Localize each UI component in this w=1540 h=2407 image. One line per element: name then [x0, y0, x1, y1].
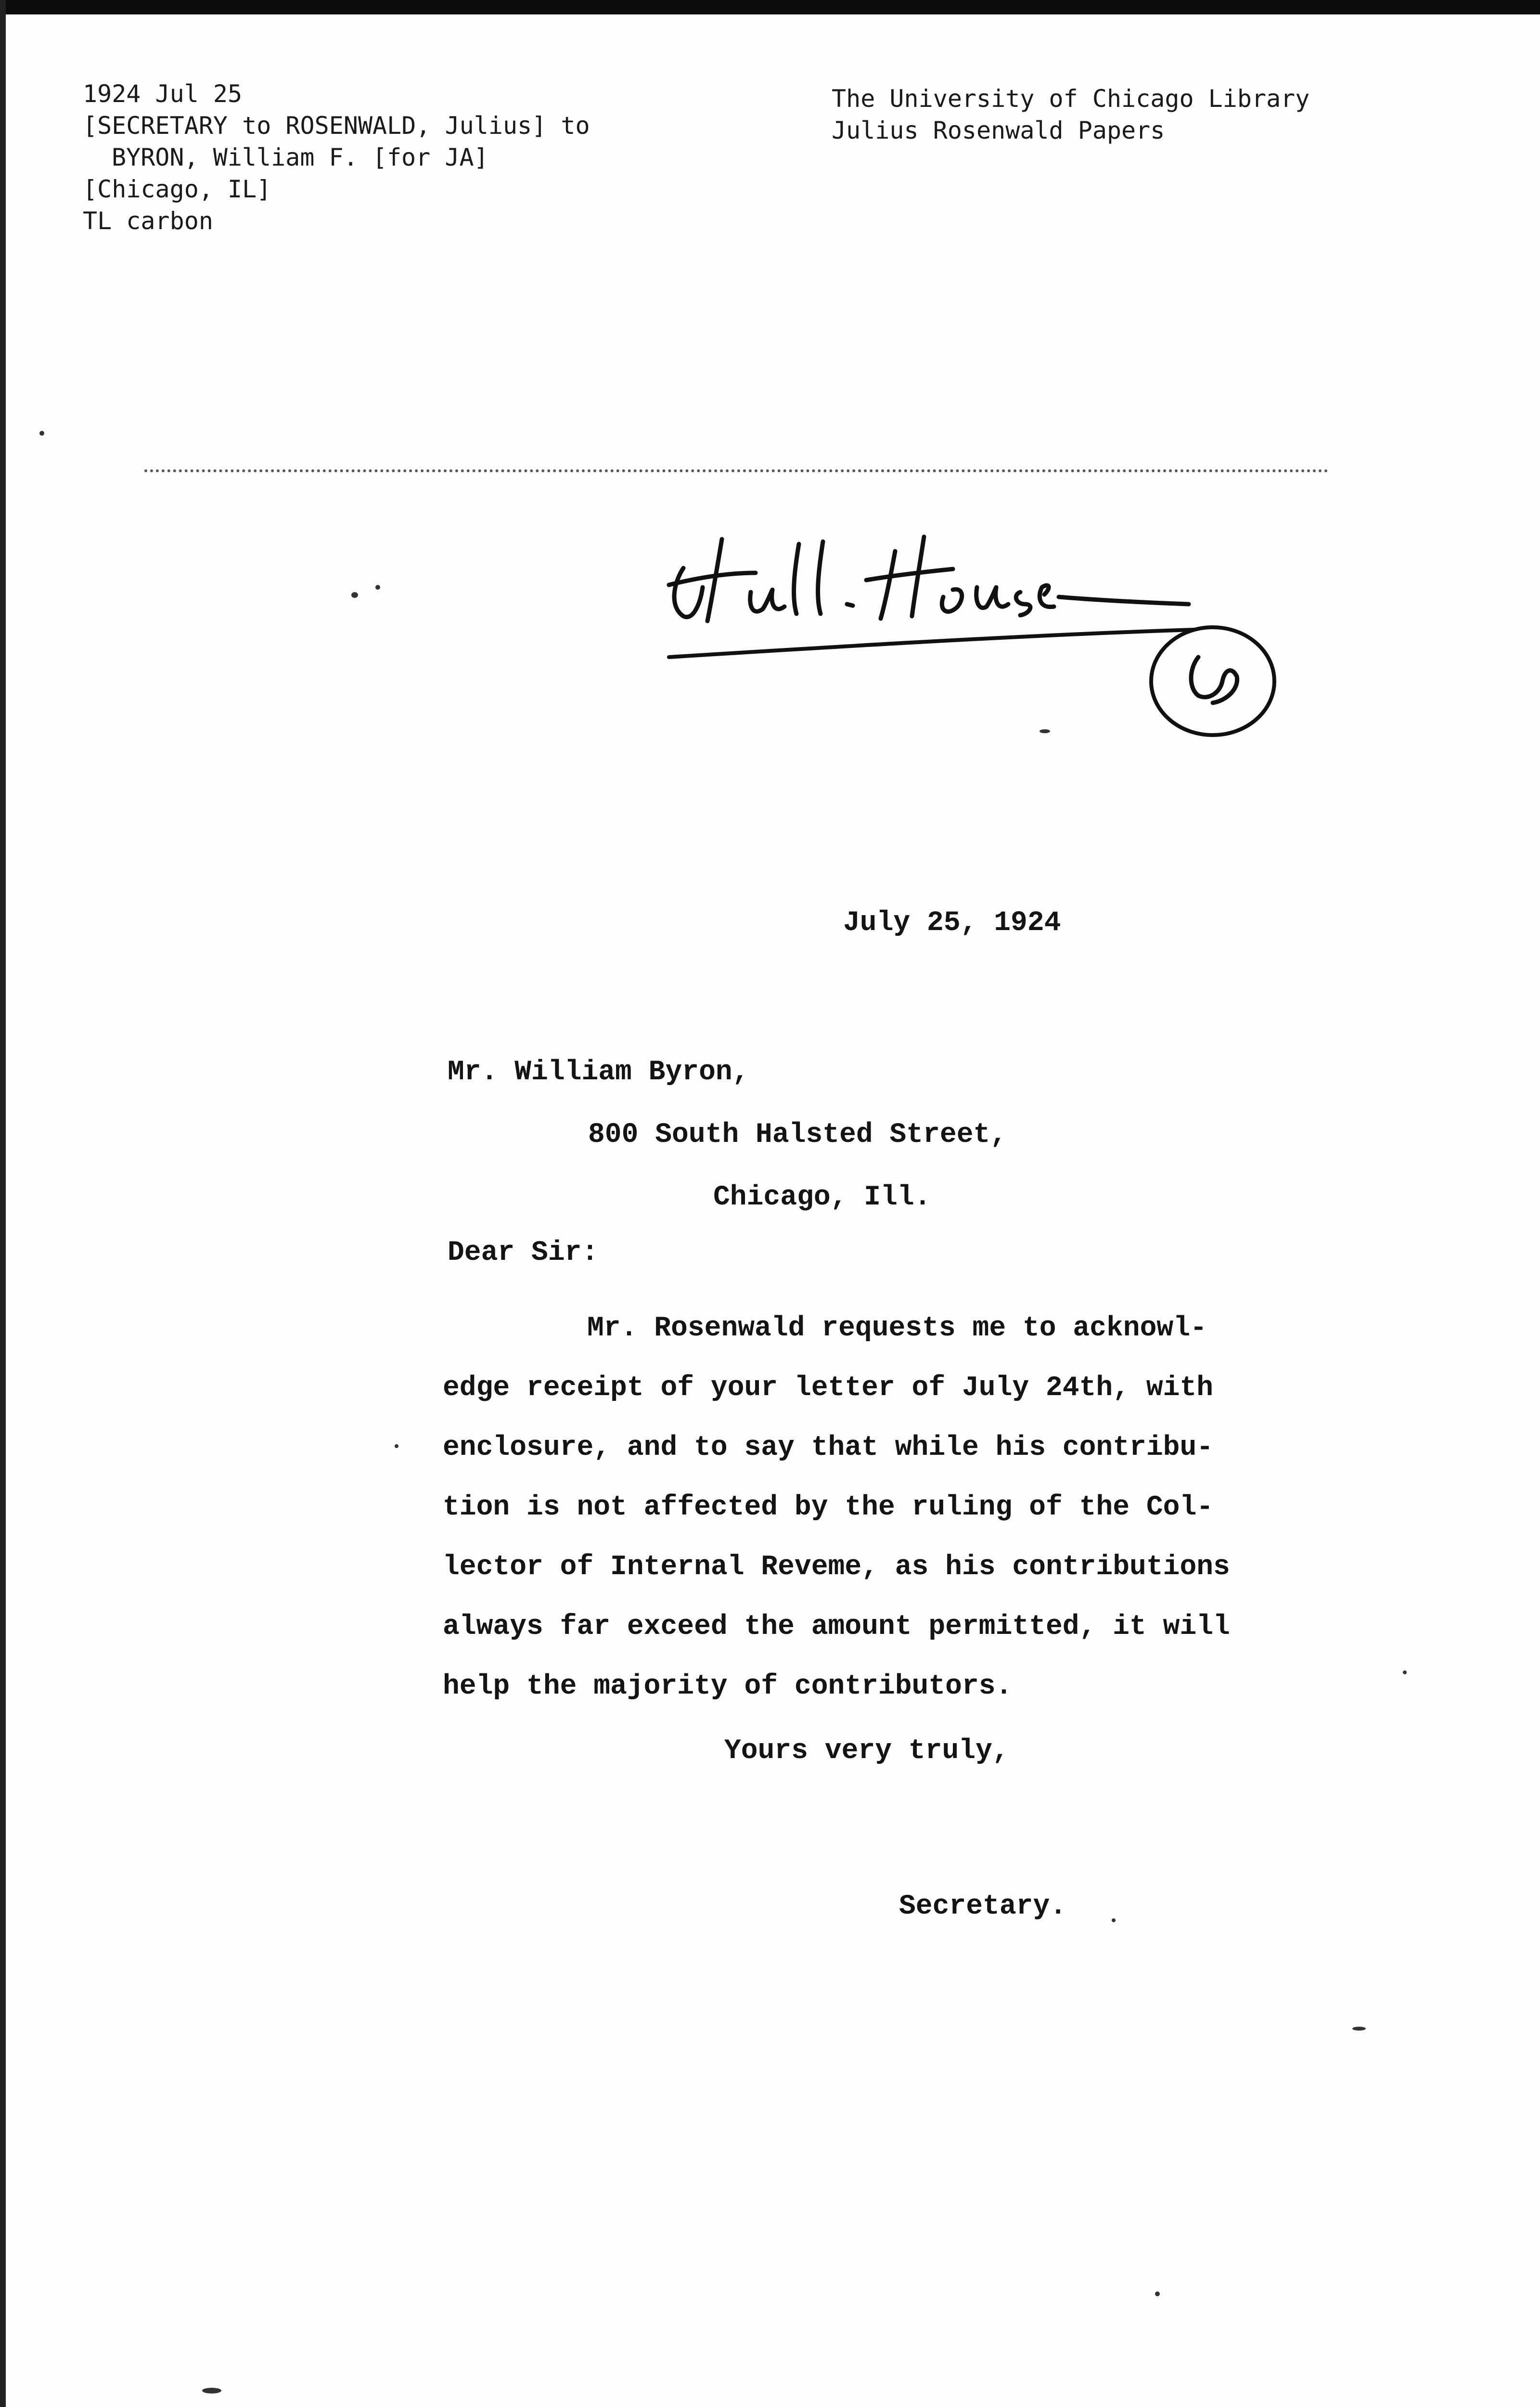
paper-speck	[351, 592, 358, 598]
paper-speck	[375, 585, 380, 590]
letter-date: July 25, 1924	[843, 907, 1061, 939]
body-line: tion is not affected by the ruling of the Col-	[443, 1492, 1214, 1523]
archive-library: The University of Chicago Library	[832, 85, 1310, 113]
catalog-recipient: BYRON, William F. [for JA]	[112, 143, 488, 171]
recipient-street: 800 South Halsted Street,	[588, 1119, 1007, 1151]
archive-collection: Julius Rosenwald Papers	[832, 116, 1165, 144]
body-line: always far exceed the amount permitted, it will	[443, 1611, 1230, 1643]
catalog-format: TL carbon	[83, 207, 213, 235]
paper-speck	[1403, 1670, 1407, 1674]
letter-body	[443, 1299, 1357, 1717]
complimentary-close: Yours very truly,	[724, 1735, 1009, 1767]
paper-speck	[202, 2388, 221, 2394]
catalog-entry	[83, 78, 590, 237]
catalog-place: [Chicago, IL]	[83, 175, 271, 203]
paper-speck	[1352, 2027, 1366, 2031]
body-line: Mr. Rosenwald requests me to acknowl-	[587, 1313, 1207, 1344]
recipient-name: Mr. William Byron,	[448, 1057, 749, 1088]
circled-mark	[1141, 616, 1285, 741]
catalog-date: 1924 Jul 25	[83, 80, 243, 108]
signature-line: Secretary.	[899, 1891, 1067, 1922]
paper-speck	[1040, 729, 1050, 733]
paper-speck	[1155, 2291, 1160, 2296]
paper-speck	[395, 1444, 398, 1448]
scan-edge-top	[0, 0, 1540, 14]
body-line: edge receipt of your letter of July 24th, with	[443, 1372, 1214, 1404]
recipient-city: Chicago, Ill.	[713, 1182, 931, 1213]
catalog-sender: [SECRETARY to ROSENWALD, Julius] to	[83, 112, 590, 140]
body-line: enclosure, and to say that while his contribu-	[443, 1432, 1214, 1463]
salutation: Dear Sir:	[448, 1237, 599, 1268]
archive-source	[832, 83, 1309, 146]
body-line: help the majority of contributors.	[443, 1671, 1013, 1702]
letter-top-edge	[144, 469, 1328, 472]
body-line: lector of Internal Reveme, as his contributions	[443, 1552, 1230, 1583]
paper-speck	[1112, 1918, 1116, 1922]
paper-speck	[39, 431, 44, 436]
scan-edge-left	[0, 0, 6, 2407]
